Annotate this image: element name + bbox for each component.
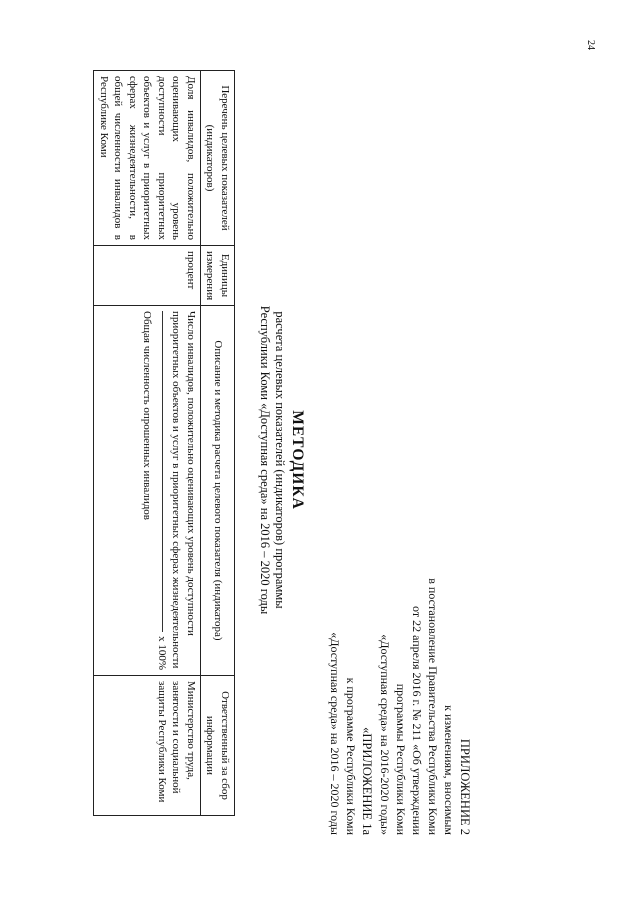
appendix-1a-block [327, 475, 375, 835]
formula-numerator: Число инвалидов, положительно оценивающих уровень доступности приоритетных объектов и услуг в приоритетных сферах жизнедеятельности [170, 311, 197, 669]
cell-unit: процент [94, 246, 201, 306]
methodology-title: МЕТОДИКА [289, 410, 306, 510]
header-indicator: Перечень целевых показателей (индикаторов) [201, 71, 235, 246]
table-row [94, 71, 201, 816]
appendix-2-line: в постановление Правительства Республики Коми [426, 578, 440, 835]
indicator-table [94, 70, 236, 816]
cell-responsible: Министерство труда, занятости и социальной защиты Республики Коми [94, 676, 201, 816]
header-responsible: Ответственный за сбор информации [201, 676, 235, 816]
table-header-row [201, 71, 235, 816]
appendix-1a-line: к программе Республики Коми [344, 677, 358, 835]
formula-fraction-line [155, 311, 170, 670]
fraction-bar [162, 311, 163, 632]
cell-indicator: Доля инвалидов, положительно оценивающих уровень доступности приоритетных объектов и услуг в приоритетных сферах жизнедеятельности, в общей численности инвалидов в Республике Коми [94, 71, 201, 246]
methodology-heading [257, 270, 307, 650]
rotated-page-content [35, 40, 475, 865]
appendix-2-line: к изменениям, вносимым [442, 705, 456, 835]
methodology-subtitle-line: Республики Коми «Доступная среда» на 2016 – 2020 годы [258, 305, 272, 615]
appendix-2-line: от 22 апреля 2016 г. № 211 «Об утверждении [410, 605, 424, 835]
cell-method [94, 306, 201, 676]
appendix-2-title: ПРИЛОЖЕНИЕ 2 [458, 738, 472, 835]
header-method: Описание и методика расчета целевого показателя (индикатора) [201, 306, 235, 676]
formula-multiplier: х 100% [156, 636, 168, 670]
appendix-2-line: программы Республики Коми [394, 683, 408, 835]
appendix-2-line: «Доступная среда» на 2016-2020 годы» [378, 634, 392, 835]
header-unit: Единицы измерения [201, 246, 235, 306]
appendix-1a-line: «Доступная среда» на 2016 – 2020 годы [328, 632, 342, 835]
appendix-1a-title: «ПРИЛОЖЕНИЕ 1а [360, 727, 374, 835]
appendix-2-block [377, 475, 473, 835]
formula-denominator: Общая численность опрошенных инвалидов [141, 311, 154, 520]
page-number: 24 [585, 40, 596, 50]
methodology-subtitle-line: расчета целевых показателей (индикаторов) программы [273, 311, 287, 609]
